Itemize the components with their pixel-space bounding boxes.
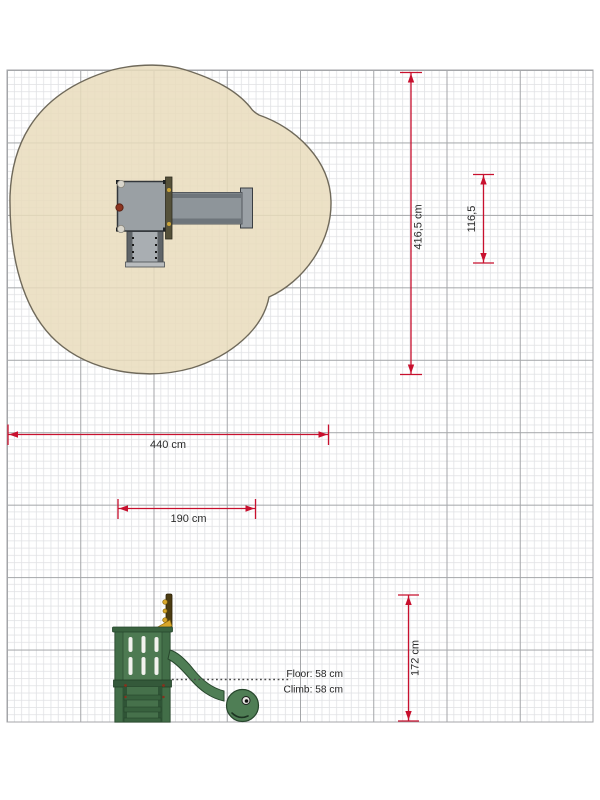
ladder-panel — [123, 687, 162, 722]
ladder-rungs — [124, 695, 161, 722]
ladder-rail-left — [123, 687, 127, 722]
tower-board-right — [162, 629, 170, 722]
ramp-rail-right — [158, 232, 163, 264]
slide-edge-top — [168, 194, 241, 199]
floor-note-label: Floor: 58 cm — [286, 669, 343, 680]
structure-width-label: 190 cm — [170, 513, 207, 525]
slide-edge-bottom — [168, 219, 241, 224]
structure-height-label: 172 cm — [409, 639, 422, 677]
ramp-end-bar — [126, 262, 165, 267]
corner-cap-bottom-left — [117, 225, 124, 232]
platform-top-view — [118, 182, 167, 232]
steering-wheel-top-view — [116, 204, 123, 211]
tower-board-left — [115, 629, 123, 722]
head-pupil — [245, 699, 249, 703]
climb-note-label: Climb: 58 cm — [283, 684, 343, 696]
slide-wall-strip — [166, 177, 173, 239]
zone-width-label: 440 cm — [149, 439, 187, 451]
tower-top-cap — [113, 627, 173, 632]
ladder-rail-right — [158, 687, 162, 722]
wall-handle-bottom — [167, 222, 171, 226]
corner-cap-top-left — [117, 180, 124, 187]
wall-handle-top — [167, 188, 171, 192]
ramp-rail-left — [128, 232, 133, 264]
inner-height-label: 116,5 — [466, 205, 478, 233]
zone-height-label: 416,5 cm — [412, 204, 425, 250]
